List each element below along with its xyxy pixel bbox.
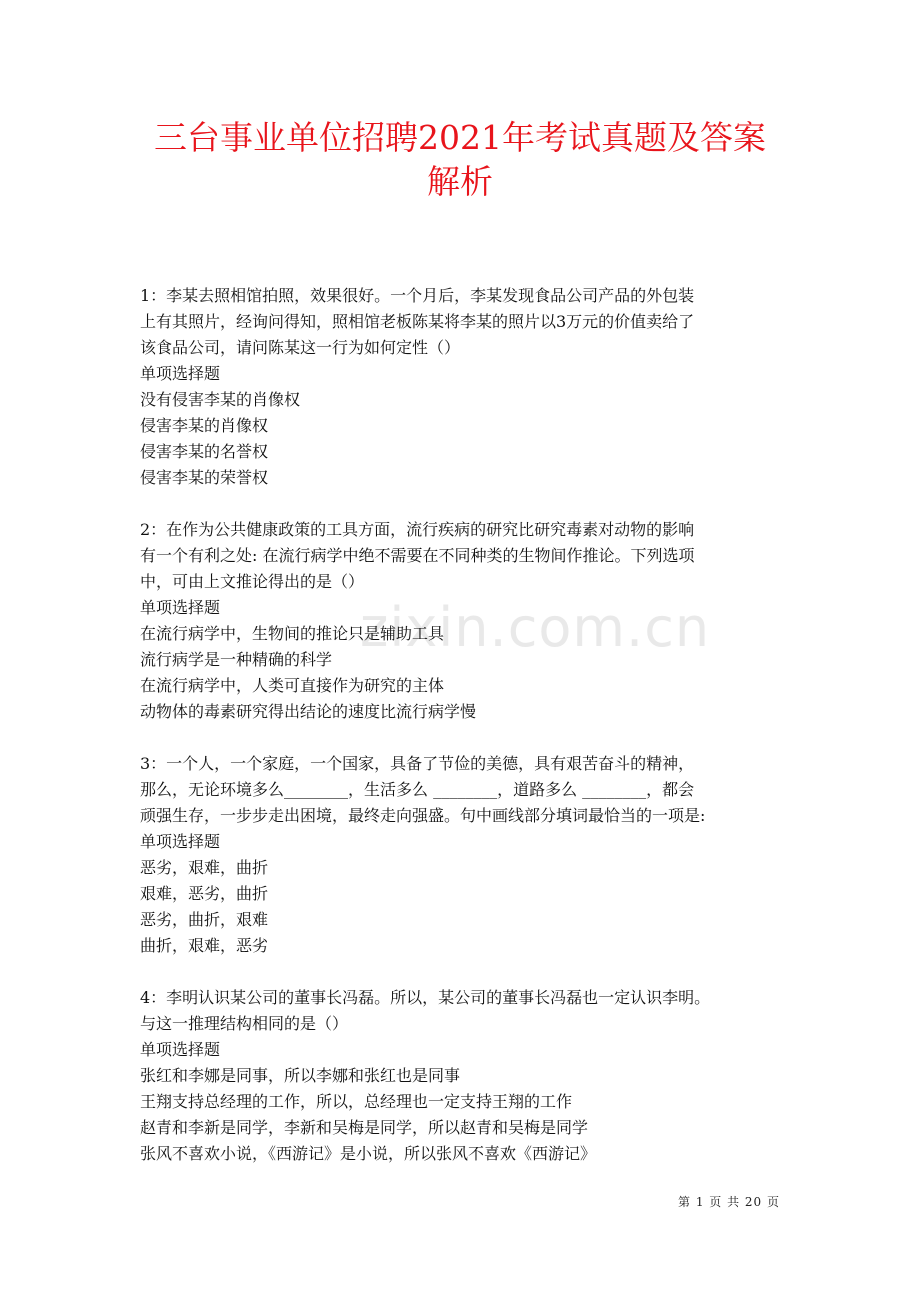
question-text-line: 那么，无论环境多么________，生活多么 ________，道路多么 ________，都会 xyxy=(140,780,695,799)
watermark: zixin.com.cn xyxy=(360,596,711,659)
question-text-line: 有一个有利之处: 在流行病学中绝不需要在不同种类的生物间作推论。下列选项 xyxy=(140,546,695,565)
question-text-line: 上有其照片，经询问得知，照相馆老板陈某将李某的照片以3万元的价值卖给了 xyxy=(140,312,695,331)
question-1 xyxy=(140,283,800,491)
page-number: 第 1 页 共 20 页 xyxy=(678,1195,780,1209)
option: 赵青和李新是同学，李新和吴梅是同学，所以赵青和吴梅是同学 xyxy=(140,1118,589,1137)
question-text-line: 4：李明认识某公司的董事长冯磊。所以，某公司的董事长冯磊也一定认识李明。 xyxy=(140,988,711,1007)
question-3 xyxy=(140,751,800,959)
question-text-line: 中，可由上文推论得出的是（） xyxy=(140,572,365,591)
option: 王翔支持总经理的工作，所以，总经理也一定支持王翔的工作 xyxy=(140,1092,573,1111)
question-text-line: 与这一推理结构相同的是（） xyxy=(140,1014,349,1033)
option: 张风不喜欢小说，《西游记》是小说，所以张风不喜欢《西游记》 xyxy=(140,1144,597,1163)
option: 恶劣，艰难，曲折 xyxy=(140,858,269,877)
question-text-line: 1：李某去照相馆拍照，效果很好。一个月后，李某发现食品公司产品的外包装 xyxy=(140,286,695,305)
question-type: 单项选择题 xyxy=(140,598,221,617)
question-type: 单项选择题 xyxy=(140,364,221,383)
option: 在流行病学中，生物间的推论只是辅助工具 xyxy=(140,624,445,643)
question-text-line: 2：在作为公共健康政策的工具方面，流行疾病的研究比研究毒素对动物的影响 xyxy=(140,520,695,539)
option: 艰难，恶劣，曲折 xyxy=(140,884,269,903)
question-4 xyxy=(140,985,800,1167)
option: 恶劣，曲折，艰难 xyxy=(140,910,269,929)
option: 在流行病学中，人类可直接作为研究的主体 xyxy=(140,676,445,695)
option: 张红和李娜是同事，所以李娜和张红也是同事 xyxy=(140,1066,461,1085)
question-list xyxy=(140,283,800,1193)
question-2 xyxy=(140,517,800,725)
option: 动物体的毒素研究得出结论的速度比流行病学慢 xyxy=(140,702,477,721)
question-text-line: 顽强生存，一步步走出困境，最终走向强盛。句中画线部分填词最恰当的一项是: xyxy=(140,806,706,825)
question-type: 单项选择题 xyxy=(140,1040,221,1059)
option: 没有侵害李某的肖像权 xyxy=(140,390,301,409)
option: 侵害李某的荣誉权 xyxy=(140,468,269,487)
question-text-line: 3：一个人，一个家庭，一个国家，具备了节俭的美德，具有艰苦奋斗的精神， xyxy=(140,754,695,773)
option: 曲折，艰难，恶劣 xyxy=(140,936,269,955)
option: 侵害李某的肖像权 xyxy=(140,416,269,435)
option: 流行病学是一种精确的科学 xyxy=(140,650,333,669)
option: 侵害李某的名誉权 xyxy=(140,442,269,461)
question-text-line: 该食品公司，请问陈某这一行为如何定性（） xyxy=(140,338,461,357)
document-title-line-2: 解析 xyxy=(427,162,493,201)
document-title-line-1: 三台事业单位招聘2021年考试真题及答案 xyxy=(154,118,766,157)
question-type: 单项选择题 xyxy=(140,832,221,851)
